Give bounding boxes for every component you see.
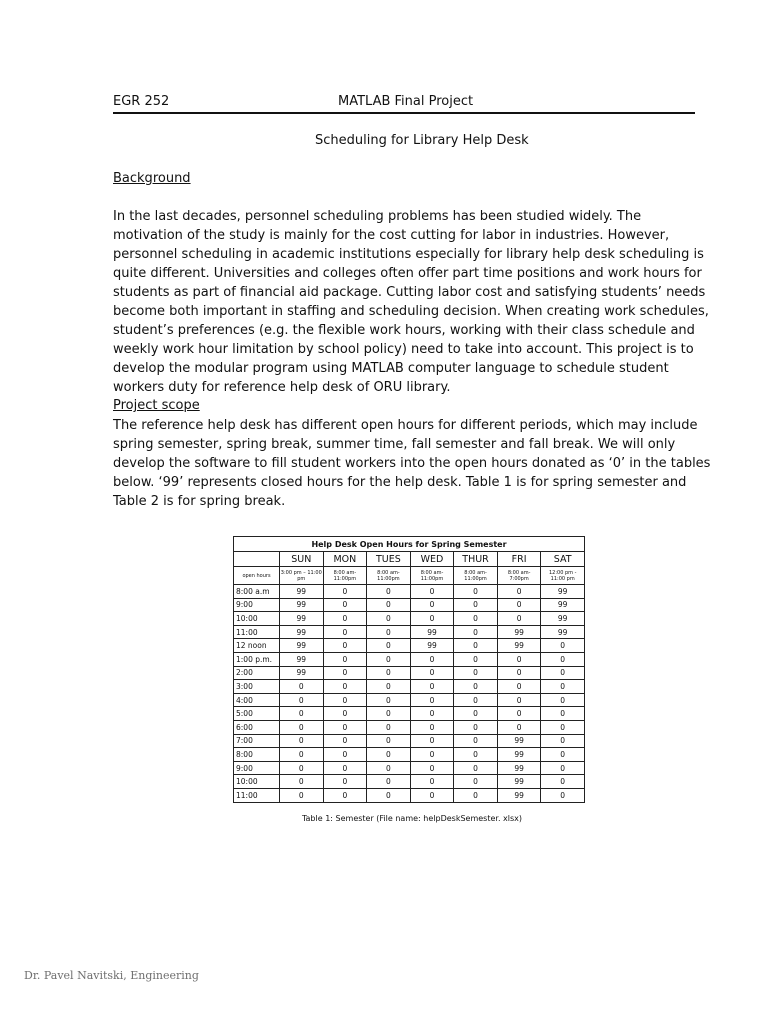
table-row (234, 775, 585, 789)
value-cell: 0 (541, 788, 585, 802)
value-cell: 0 (323, 598, 367, 612)
table-row (234, 788, 585, 802)
value-cell: 0 (280, 788, 324, 802)
value-cell: 0 (367, 639, 411, 653)
value-cell: 0 (280, 693, 324, 707)
value-cell: 0 (410, 720, 454, 734)
value-cell: 99 (497, 734, 541, 748)
background-heading: Background (113, 171, 191, 186)
day-header-fri: FRI (497, 552, 541, 567)
value-cell: 99 (541, 598, 585, 612)
open-hours-cell: 8:00 am- 11:00pm (367, 567, 411, 585)
time-cell: 10:00 (234, 775, 280, 789)
value-cell: 0 (367, 761, 411, 775)
table-row (234, 720, 585, 734)
open-hours-table (233, 536, 585, 803)
time-cell: 6:00 (234, 720, 280, 734)
table-row (234, 598, 585, 612)
table-title-row (234, 537, 585, 552)
table-caption: Table 1: Semester (File name: helpDeskSemester. xlsx) (301, 814, 523, 823)
time-cell: 11:00 (234, 625, 280, 639)
value-cell: 0 (410, 680, 454, 694)
value-cell: 0 (280, 748, 324, 762)
value-cell: 99 (497, 775, 541, 789)
value-cell: 0 (280, 775, 324, 789)
value-cell: 0 (367, 788, 411, 802)
value-cell: 0 (454, 748, 498, 762)
value-cell: 0 (454, 625, 498, 639)
value-cell: 0 (410, 585, 454, 599)
time-cell: 8:00 a.m (234, 585, 280, 599)
value-cell: 0 (323, 775, 367, 789)
value-cell: 0 (454, 734, 498, 748)
value-cell: 0 (323, 734, 367, 748)
table-row (234, 652, 585, 666)
value-cell: 0 (541, 707, 585, 721)
value-cell: 99 (280, 652, 324, 666)
project-title: MATLAB Final Project (338, 94, 474, 109)
value-cell: 0 (367, 585, 411, 599)
value-cell: 0 (497, 652, 541, 666)
value-cell: 0 (280, 734, 324, 748)
value-cell: 99 (497, 761, 541, 775)
value-cell: 0 (541, 666, 585, 680)
value-cell: 99 (497, 625, 541, 639)
value-cell: 0 (410, 748, 454, 762)
value-cell: 0 (497, 598, 541, 612)
value-cell: 0 (454, 693, 498, 707)
footer-author: Dr. Pavel Navitski, Engineering (24, 969, 199, 982)
value-cell: 0 (541, 775, 585, 789)
value-cell: 0 (367, 707, 411, 721)
open-hours-row (234, 567, 585, 585)
value-cell: 0 (367, 720, 411, 734)
value-cell: 0 (410, 693, 454, 707)
day-header-row (234, 552, 585, 567)
value-cell: 0 (541, 680, 585, 694)
time-cell: 4:00 (234, 693, 280, 707)
table-row (234, 639, 585, 653)
page-header (113, 94, 695, 114)
time-cell: 1:00 p.m. (234, 652, 280, 666)
table-row (234, 585, 585, 599)
day-header-sun: SUN (280, 552, 324, 567)
value-cell: 0 (497, 666, 541, 680)
value-cell: 0 (280, 680, 324, 694)
value-cell: 0 (410, 734, 454, 748)
value-cell: 0 (454, 585, 498, 599)
value-cell: 0 (367, 652, 411, 666)
time-cell: 2:00 (234, 666, 280, 680)
open-hours-cell: 8:00 am- 11:00pm (323, 567, 367, 585)
time-cell: 3:00 (234, 680, 280, 694)
value-cell: 0 (410, 761, 454, 775)
value-cell: 0 (541, 761, 585, 775)
open-hours-label: open hours (234, 567, 280, 585)
value-cell: 0 (367, 775, 411, 789)
value-cell: 0 (497, 693, 541, 707)
value-cell: 0 (454, 680, 498, 694)
value-cell: 99 (497, 788, 541, 802)
value-cell: 99 (497, 748, 541, 762)
value-cell: 0 (541, 652, 585, 666)
value-cell: 99 (280, 598, 324, 612)
time-cell: 11:00 (234, 788, 280, 802)
value-cell: 99 (541, 585, 585, 599)
table-row (234, 748, 585, 762)
table-row (234, 625, 585, 639)
table-row (234, 734, 585, 748)
value-cell: 0 (454, 720, 498, 734)
value-cell: 0 (454, 775, 498, 789)
day-header-wed: WED (410, 552, 454, 567)
value-cell: 0 (367, 625, 411, 639)
value-cell: 0 (497, 720, 541, 734)
value-cell: 99 (280, 612, 324, 626)
value-cell: 0 (497, 707, 541, 721)
value-cell: 0 (280, 720, 324, 734)
value-cell: 0 (497, 680, 541, 694)
value-cell: 0 (367, 598, 411, 612)
value-cell: 0 (410, 612, 454, 626)
time-cell: 7:00 (234, 734, 280, 748)
value-cell: 0 (410, 666, 454, 680)
open-hours-cell: 8:00 am- 7:00pm (497, 567, 541, 585)
value-cell: 0 (367, 693, 411, 707)
value-cell: 0 (541, 693, 585, 707)
table-title: Help Desk Open Hours for Spring Semester (234, 537, 585, 552)
value-cell: 0 (454, 612, 498, 626)
value-cell: 0 (323, 761, 367, 775)
hours-grid (233, 536, 585, 803)
value-cell: 0 (323, 788, 367, 802)
value-cell: 0 (367, 748, 411, 762)
value-cell: 99 (410, 639, 454, 653)
time-cell: 8:00 (234, 748, 280, 762)
open-hours-cell: 3:00 pm – 11:00 pm (280, 567, 324, 585)
value-cell: 0 (454, 761, 498, 775)
table-row (234, 680, 585, 694)
value-cell: 0 (541, 748, 585, 762)
value-cell: 99 (497, 639, 541, 653)
time-cell: 5:00 (234, 707, 280, 721)
value-cell: 0 (497, 612, 541, 626)
open-hours-cell: 8:00 am- 11:00pm (454, 567, 498, 585)
document-title: Scheduling for Library Help Desk (315, 133, 529, 148)
background-paragraph: In the last decades, personnel scheduling problems has been studied widely. The motivation of the study is mainly for the cost cutting for labor in industries. However, personnel scheduling in academic institutions especially for library help desk scheduling is quite different. Universities and colleges often offer part time positions and work hours for students as part of financial aid package. Cutting labor cost and satisfying students’ needs become both important in staffing and scheduling decision. When creating work schedules, student’s preferences (e.g. the flexible work hours, working with their class schedule and weekly work hour limitation by school policy) need to take into account. This project is to develop the modular program using MATLAB computer language to schedule student workers duty for reference help desk of ORU library. (113, 209, 709, 395)
value-cell: 0 (541, 734, 585, 748)
value-cell: 0 (323, 707, 367, 721)
value-cell: 0 (323, 693, 367, 707)
open-hours-cell: 12:00 pm - 11:00 pm (541, 567, 585, 585)
value-cell: 0 (410, 775, 454, 789)
open-hours-cell: 8:00 am- 11:00pm (410, 567, 454, 585)
time-cell: 10:00 (234, 612, 280, 626)
table-row (234, 761, 585, 775)
value-cell: 0 (280, 707, 324, 721)
value-cell: 0 (323, 666, 367, 680)
value-cell: 99 (280, 639, 324, 653)
value-cell: 0 (541, 639, 585, 653)
value-cell: 99 (280, 625, 324, 639)
value-cell: 0 (323, 748, 367, 762)
value-cell: 99 (410, 625, 454, 639)
day-header-mon: MON (323, 552, 367, 567)
corner-cell (234, 552, 280, 567)
day-header-thur: THUR (454, 552, 498, 567)
value-cell: 0 (410, 707, 454, 721)
value-cell: 0 (410, 598, 454, 612)
value-cell: 0 (410, 788, 454, 802)
value-cell: 0 (323, 585, 367, 599)
value-cell: 0 (323, 680, 367, 694)
value-cell: 0 (367, 666, 411, 680)
day-header-sat: SAT (541, 552, 585, 567)
value-cell: 99 (541, 612, 585, 626)
table-row (234, 707, 585, 721)
time-cell: 9:00 (234, 598, 280, 612)
table-row (234, 666, 585, 680)
value-cell: 99 (280, 585, 324, 599)
value-cell: 0 (323, 612, 367, 626)
course-code: EGR 252 (113, 94, 170, 109)
time-cell: 9:00 (234, 761, 280, 775)
value-cell: 0 (454, 598, 498, 612)
value-cell: 99 (541, 625, 585, 639)
time-cell: 12 noon (234, 639, 280, 653)
value-cell: 0 (323, 639, 367, 653)
value-cell: 0 (367, 680, 411, 694)
day-header-tues: TUES (367, 552, 411, 567)
scope-paragraph: The reference help desk has different open hours for different periods, which may include spring semester, spring break, summer time, fall semester and fall break. We will only develop the software to fill student workers into the open hours donated as ‘0’ in the tables below. ‘99’ represents closed hours for the help desk. Table 1 is for spring semester and Table 2 is for spring break. (113, 418, 711, 509)
value-cell: 0 (323, 652, 367, 666)
value-cell: 0 (323, 720, 367, 734)
table-row (234, 612, 585, 626)
value-cell: 0 (454, 652, 498, 666)
value-cell: 0 (280, 761, 324, 775)
value-cell: 99 (280, 666, 324, 680)
value-cell: 0 (367, 612, 411, 626)
value-cell: 0 (454, 788, 498, 802)
value-cell: 0 (367, 734, 411, 748)
value-cell: 0 (323, 625, 367, 639)
value-cell: 0 (454, 639, 498, 653)
value-cell: 0 (497, 585, 541, 599)
table-row (234, 693, 585, 707)
value-cell: 0 (410, 652, 454, 666)
value-cell: 0 (454, 707, 498, 721)
value-cell: 0 (454, 666, 498, 680)
value-cell: 0 (541, 720, 585, 734)
scope-heading: Project scope (113, 398, 200, 413)
